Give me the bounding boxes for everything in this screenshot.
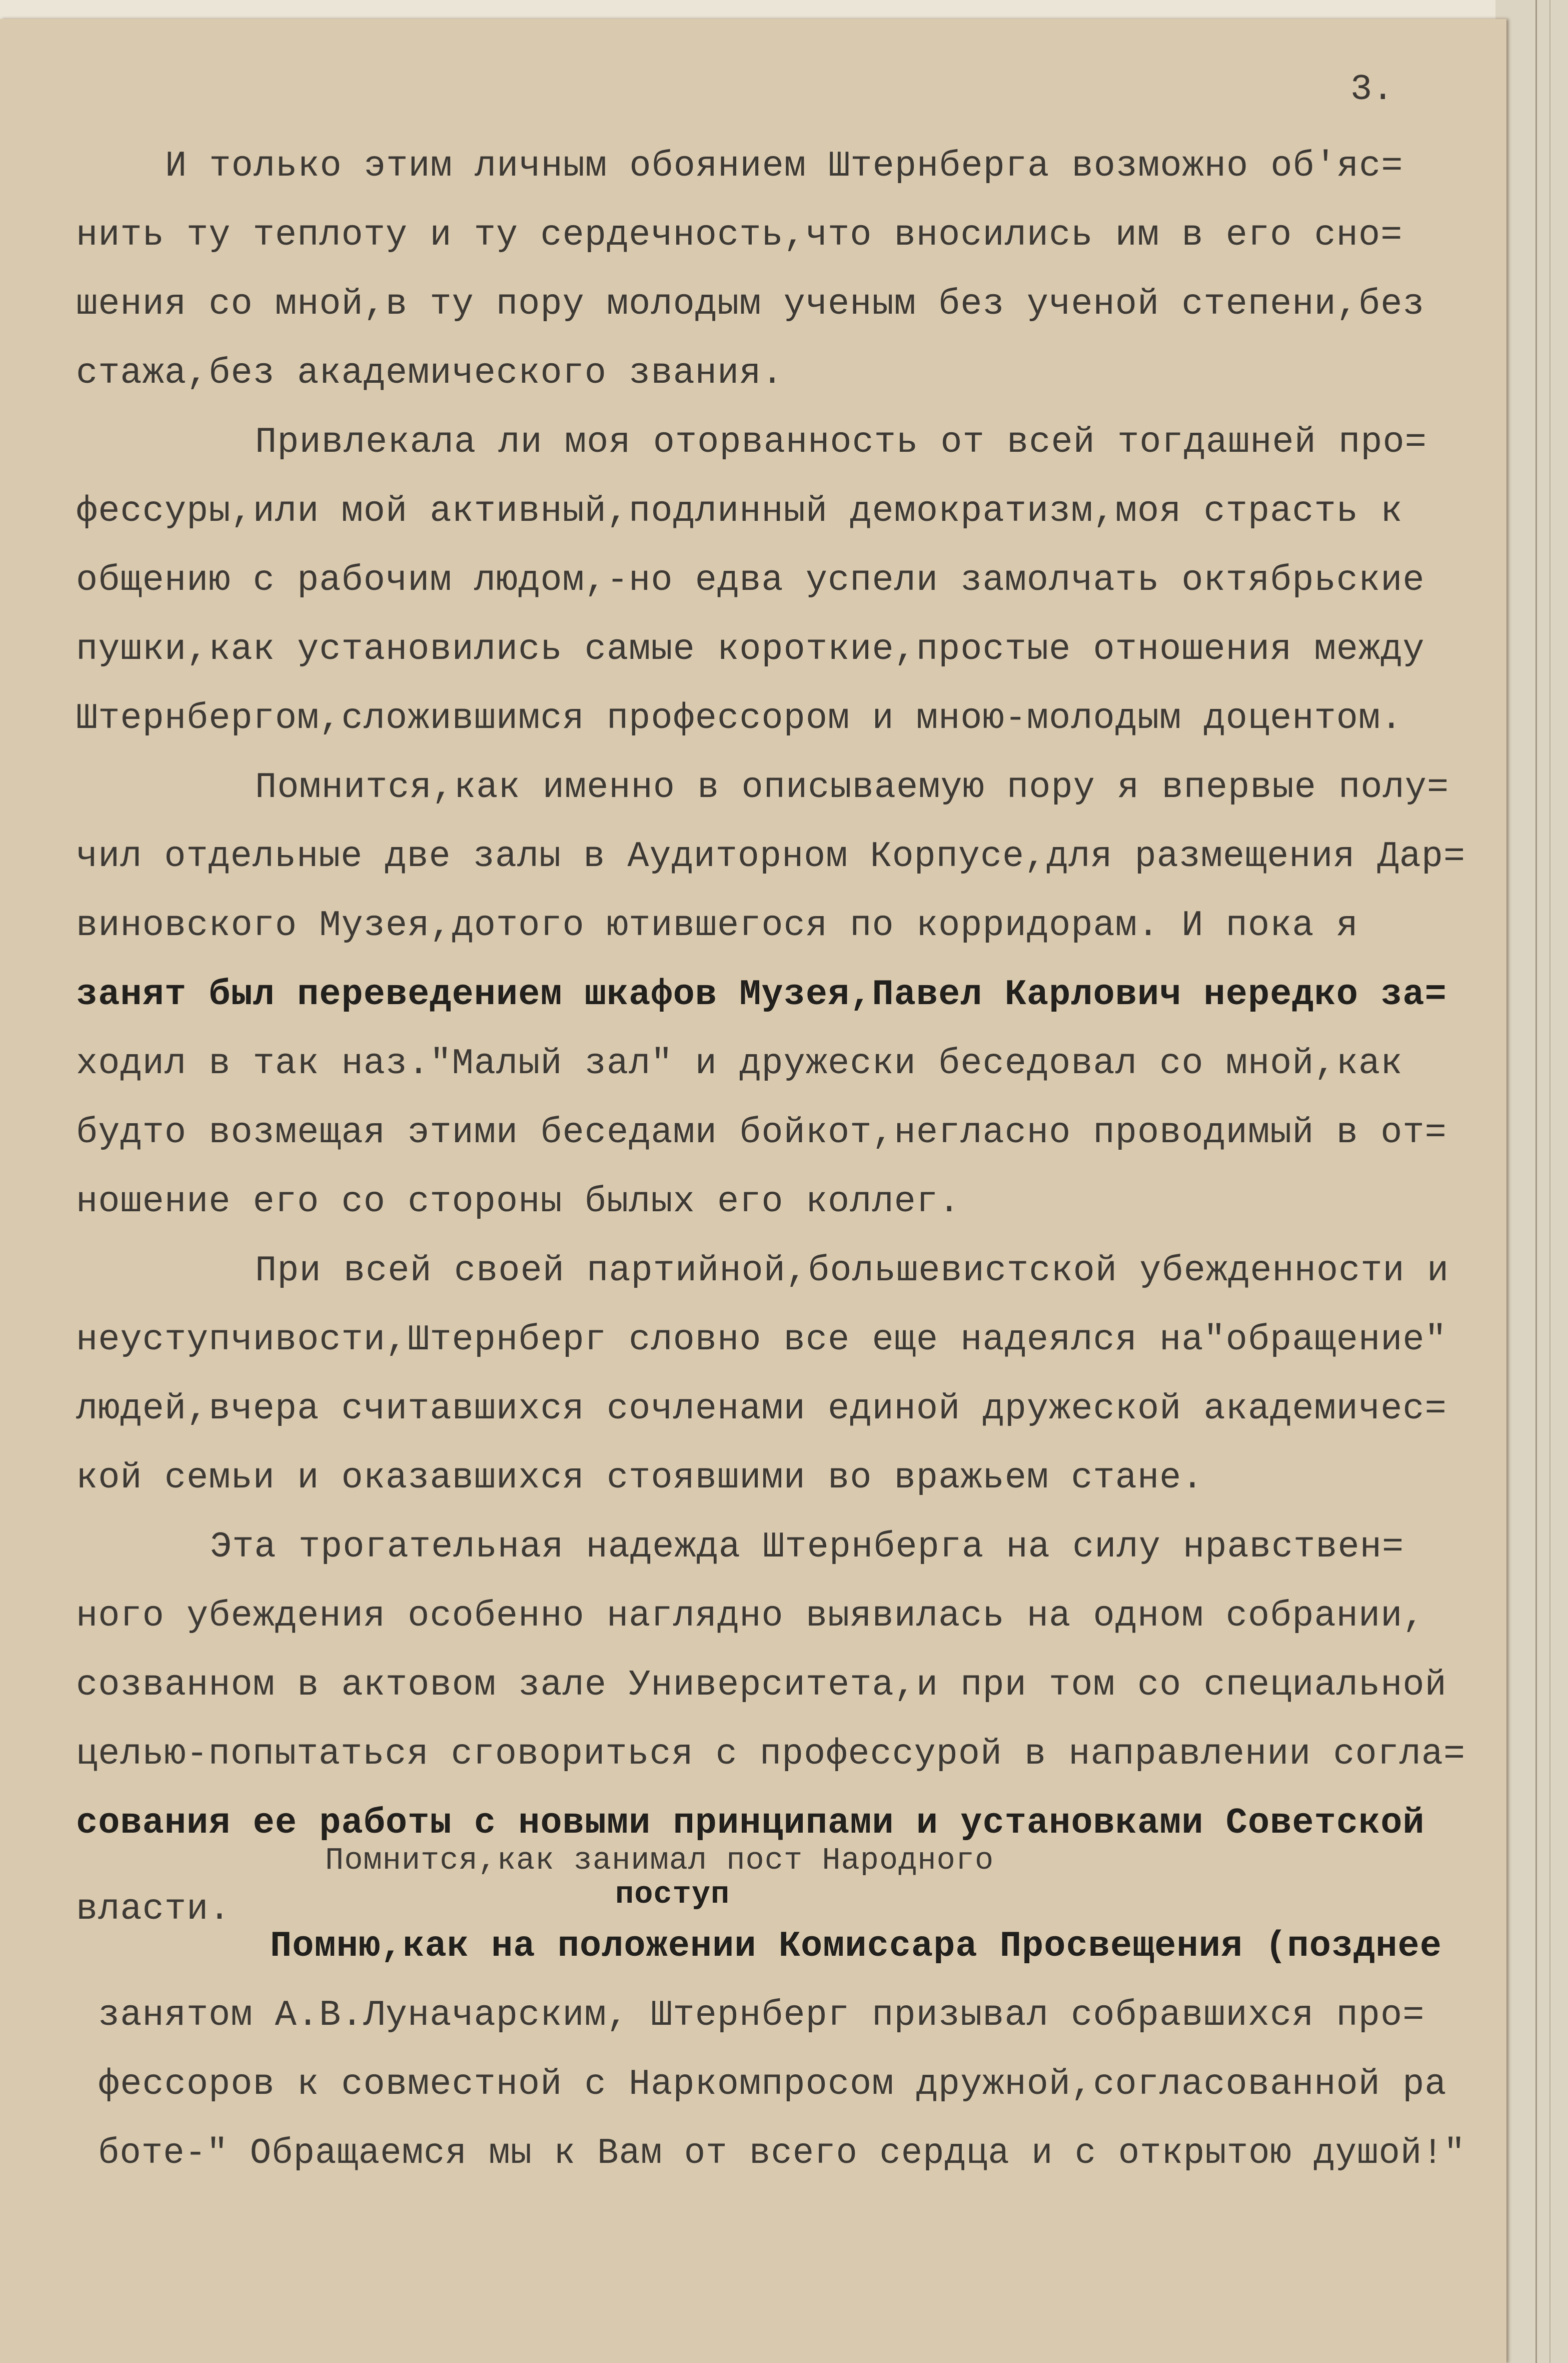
text-line: фессуры,или мой активный,подлинный демократизм,моя страсть к (76, 491, 1403, 532)
text-line: чил отдельные две залы в Аудиторном Корпусе,для размещения Дар= (76, 836, 1466, 877)
text-line: ношение его со стороны былых его коллег. (76, 1181, 961, 1222)
text-line: При всей своей партийной,большевистской убежденности и (255, 1250, 1449, 1291)
text-line: занятом А.В.Луначарским, Штернберг призывал собравшихся про= (98, 1995, 1425, 2036)
text-line: Помню,как на положении Комиссара Просвещения (позднее (270, 1926, 1442, 1967)
text-line: И только этим личным обоянием Штернберга возможно об'яс= (165, 146, 1403, 187)
text-line: будто возмещая этими беседами бойкот,негласно проводимый в от= (76, 1112, 1447, 1153)
text-line: занят был переведением шкафов Музея,Павел Карлович нередко за= (76, 974, 1447, 1015)
typewritten-sheet (0, 19, 1506, 2363)
text-line: стажа,без академического звания. (76, 353, 784, 394)
page-number: 3. (1350, 69, 1394, 110)
text-line: людей,вчера считавшихся сочленами единой дружеской академичес= (76, 1388, 1447, 1429)
text-line: неуступчивости,Штернберг словно все еще надеялся на"обращение" (76, 1319, 1447, 1360)
interlinear-correction: Помнится,как занимал пост Народного (325, 1843, 994, 1878)
text-line: ного убеждения особенно наглядно выявилась на одном собрании, (76, 1596, 1425, 1637)
text-line: Помнится,как именно в описываемую пору я впервые полу= (255, 767, 1449, 808)
text-line: Привлекала ли моя оторванность от всей тогдашней про= (255, 422, 1427, 463)
interlinear-correction: поступ (615, 1877, 730, 1912)
text-line: власти. (76, 1889, 231, 1930)
body-text (0, 19, 1506, 2363)
text-line: кой семьи и оказавшихся стоявшими во вражьем стане. (76, 1457, 1204, 1498)
text-line: Штернбергом,сложившимся профессором и мною-молодым доцентом. (76, 698, 1403, 739)
text-line: целью-попытаться сговориться с профессурой в направлении согла= (76, 1734, 1466, 1775)
text-line: ходил в так наз."Малый зал" и дружески беседовал со мной,как (76, 1043, 1403, 1084)
text-line: Эта трогательная надежда Штернберга на силу нравствен= (210, 1526, 1404, 1567)
text-line: общению с рабочим людом,-но едва успели замолчать октябрьские (76, 560, 1425, 601)
text-line: виновского Музея,дотого ютившегося по корридорам. И пока я (76, 905, 1359, 946)
text-line: боте-" Обращаемся мы к Вам от всего сердца и с открытою душой!" (98, 2133, 1466, 2174)
text-line: сования ее работы с новыми принципами и установками Советской (76, 1803, 1425, 1844)
text-line: созванном в актовом зале Университета,и при том со специальной (76, 1665, 1447, 1706)
text-line: фессоров к совместной с Наркомпросом дружной,согласованной ра (98, 2064, 1447, 2105)
text-line: шения со мной,в ту пору молодым ученым без ученой степени,без (76, 284, 1425, 325)
text-line: нить ту теплоту и ту сердечность,что вносились им в его сно= (76, 215, 1403, 256)
text-line: пушки,как установились самые короткие,простые отношения между (76, 629, 1425, 670)
